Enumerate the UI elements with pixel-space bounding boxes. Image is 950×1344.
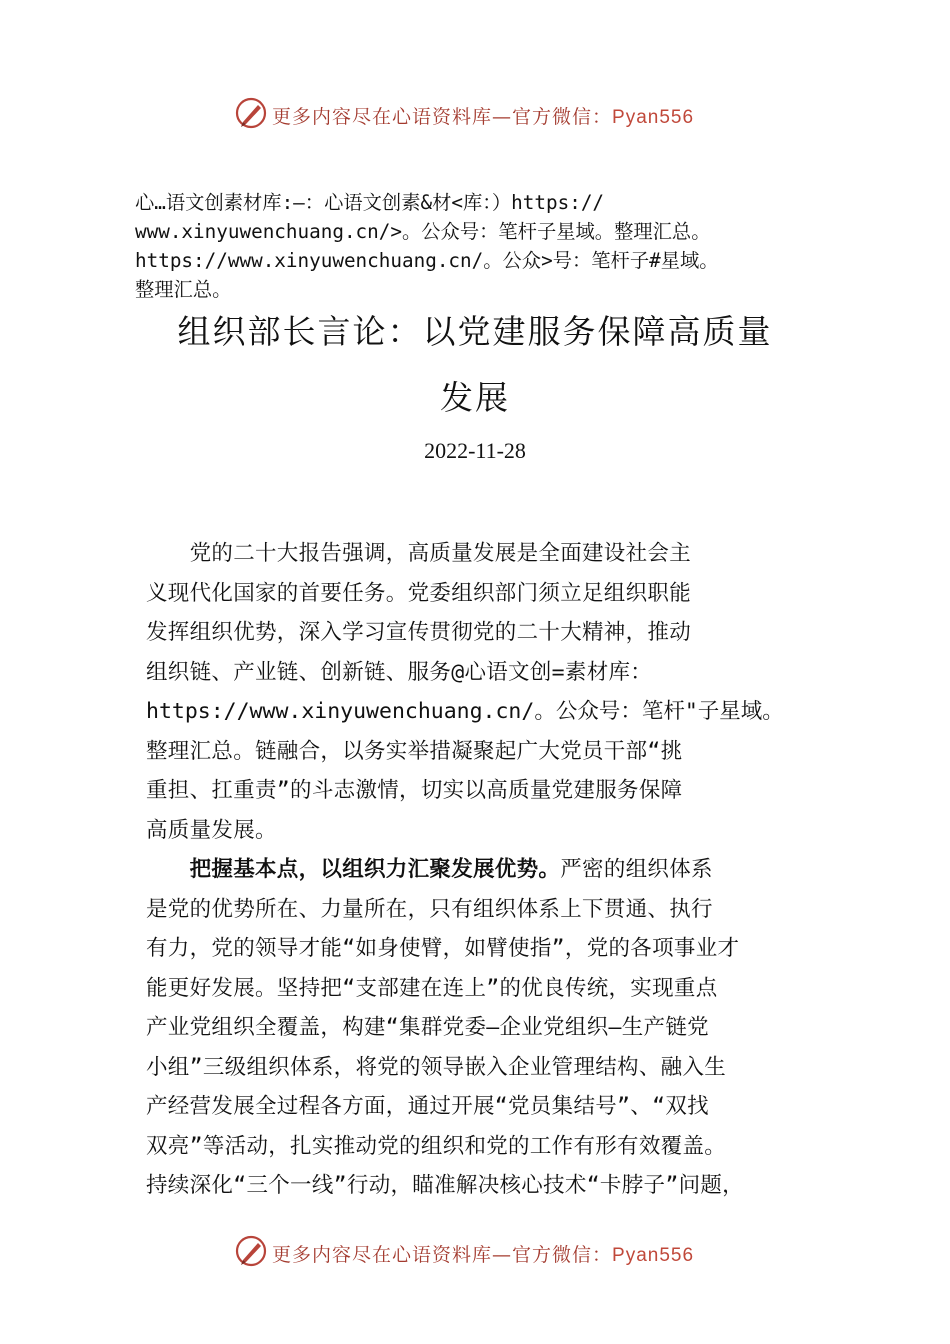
watermark-line: 心…语文创素材库:—：心语文创素&材<库：）https://	[135, 191, 605, 214]
footer-banner	[0, 1234, 950, 1274]
paragraph-line: 发挥组织优势，深入学习宣传贯彻党的二十大精神，推动	[146, 620, 692, 645]
paragraph-line: 产业党组织全覆盖，构建“集群党委—企业党组织—生产链党	[146, 1015, 709, 1040]
paragraph-line: https://www.xinyuwenchuang.cn/。公众号：笔杆"子星域。	[146, 699, 784, 724]
paragraph-line: 产经营发展全过程各方面，通过开展“党员集结号”、“双找	[146, 1094, 709, 1119]
header-text: 更多内容尽在心语资料库—官方微信：Pyan556	[272, 106, 695, 128]
article-date: 2022-11-28	[424, 438, 526, 463]
paragraph-line: 双亮”等活动，扎实推动党的组织和党的工作有形有效覆盖。	[146, 1133, 727, 1159]
paragraph-line: 小组”三级组织体系，将党的领导嵌入企业管理结构、融入生	[146, 1054, 727, 1080]
paragraph-line: 能更好发展。坚持把“支部建在连上”的优良传统，实现重点	[146, 975, 718, 1001]
paragraph-line: 重担、扛重责”的斗志激情，切实以高质量党建服务保障	[146, 778, 683, 803]
paragraph-line: 组织链、产业链、创新链、服务@心语文创=素材库：	[146, 659, 653, 685]
watermark-line: www.xinyuwenchuang.cn/>。公众号：笔杆子星域。整理汇总。	[135, 220, 711, 243]
paragraph-line: 高质量发展。	[146, 817, 277, 843]
pen-logo-icon	[234, 1234, 268, 1268]
paragraph-line: 是党的优势所在、力量所在，只有组织体系上下贯通、执行	[146, 896, 713, 922]
pen-logo-icon	[234, 96, 268, 130]
paragraph-line: 持续深化“三个一线”行动，瞄准解决核心技术“卡脖子”问题，	[146, 1173, 744, 1198]
paragraph-line: 党的二十大报告强调，高质量发展是全面建设社会主	[146, 541, 692, 566]
paragraph-line: 把握基本点，以组织力汇聚发展优势。严密的组织体系	[189, 857, 713, 882]
section-heading: 把握基本点，以组织力汇聚发展优势。	[189, 857, 561, 882]
article-body	[146, 534, 826, 1206]
paragraph-line: 整理汇总。链融合，以务实举措凝聚起广大党员干部“挑	[146, 738, 683, 764]
paragraph-line: 有力，党的领导才能“如身使臂，如臂使指”，党的各项事业才	[146, 936, 740, 961]
paragraph-line: 义现代化国家的首要任务。党委组织部门须立足组织职能	[146, 580, 692, 606]
footer-text: 更多内容尽在心语资料库—官方微信：Pyan556	[272, 1244, 695, 1266]
watermark-block	[135, 188, 835, 304]
article-title-line2: 发展	[440, 378, 510, 417]
header-banner	[0, 96, 950, 136]
watermark-line: 整理汇总。	[135, 278, 232, 301]
article-title-line1: 组织部长言论：以党建服务保障高质量	[177, 312, 773, 351]
watermark-line: https://www.xinyuwenchuang.cn/。公众>号：笔杆子#星域。	[135, 249, 719, 272]
